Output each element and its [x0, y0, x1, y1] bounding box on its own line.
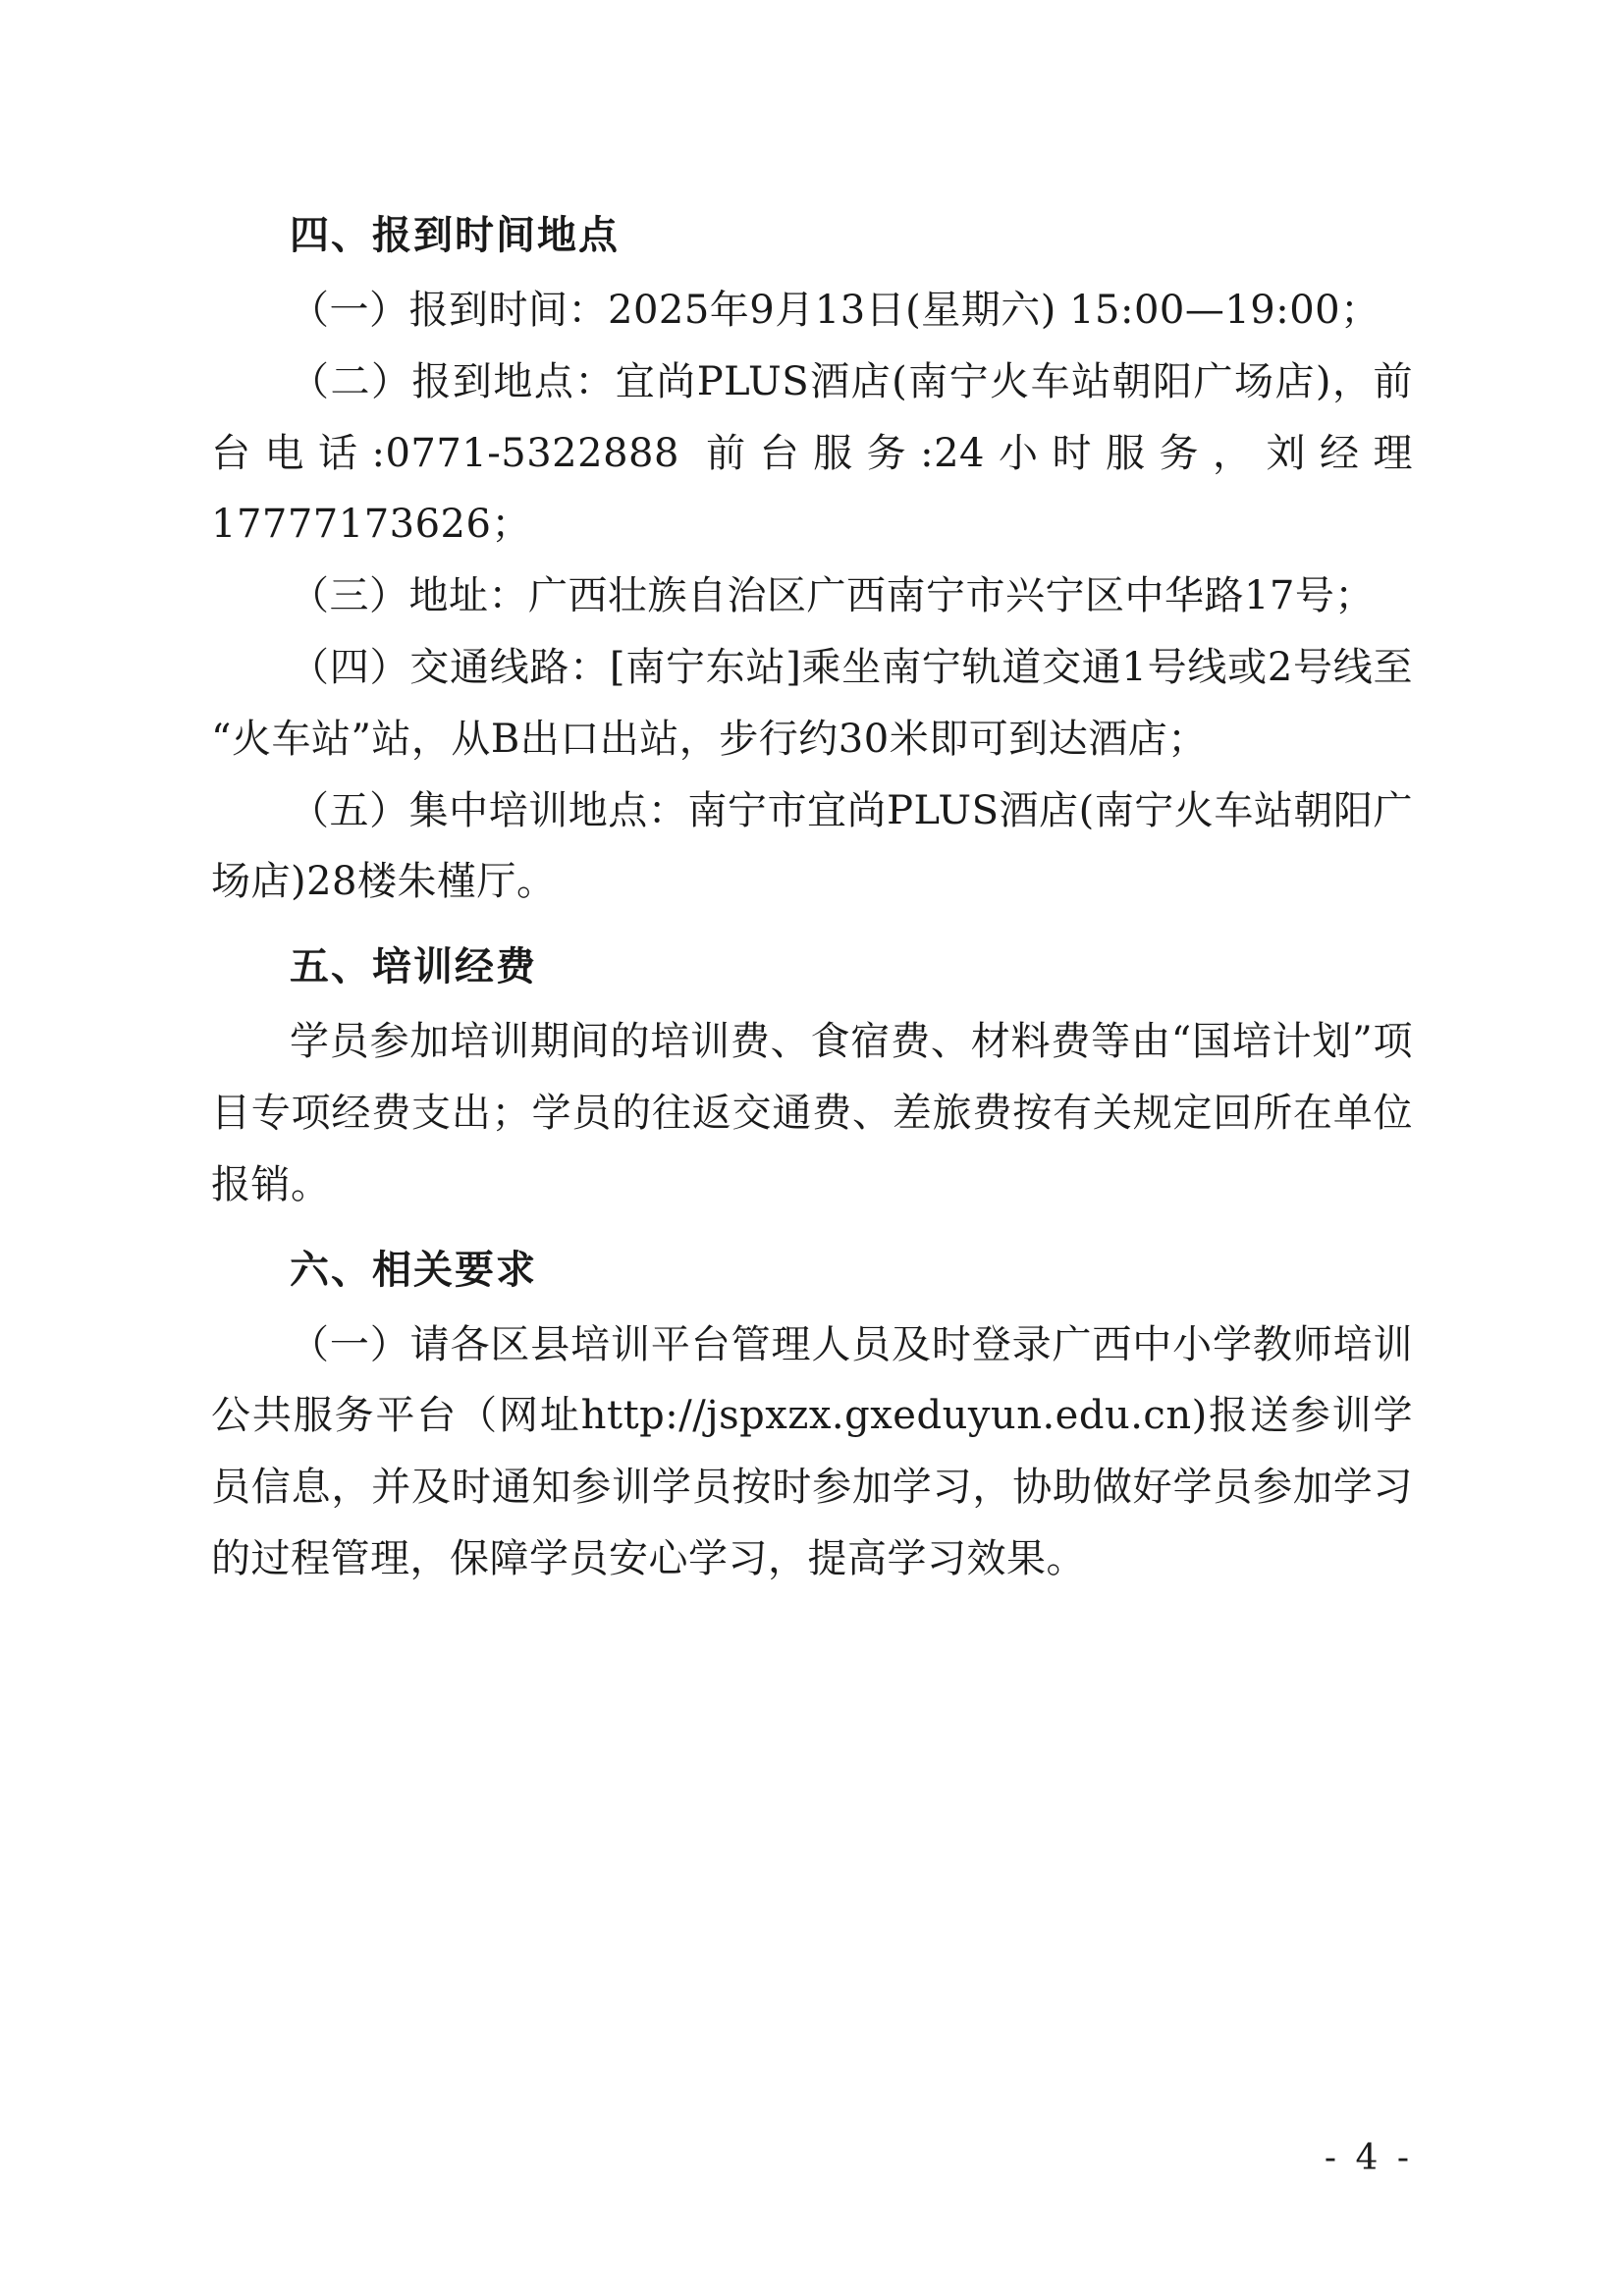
- page-number: - 4 -: [1324, 2138, 1413, 2178]
- section-heading-six: 六、相关要求: [290, 1247, 537, 1293]
- paragraph-training-venue: （五）集中培训地点：南宁市宜尚PLUS酒店(南宁火车站朝阳广场店)28楼朱槿厅。: [211, 787, 1413, 905]
- paragraph-report-time: （一）报到时间：2025年9月13日(星期六) 15:00—19:00；: [290, 288, 1380, 333]
- section-heading-four: 四、报到时间地点: [290, 213, 620, 258]
- paragraph-training-funding: 学员参加培训期间的培训费、食宿费、材料费等由“国培计划”项目专项经费支出；学员的往返交通费、差旅费按有关规定回所在单位报销。: [211, 1019, 1413, 1207]
- document-body: [211, 200, 1413, 1595]
- paragraph-transport-route: （四）交通线路：[南宁东站]乘坐南宁轨道交通1号线或2号线至“火车站”站，从B出口出站，步行约30米即可到达酒店；: [211, 644, 1413, 762]
- paragraph-address: （三）地址：广西壮族自治区广西南宁市兴宁区中华路17号；: [290, 573, 1375, 619]
- paragraph-related-requirements: （一）请各区县培训平台管理人员及时登录广西中小学教师培训公共服务平台（网址http://jspxzx.gxeduyun.edu.cn)报送参训学员信息，并及时通知参训学员按时参加学习，协助做好学员参加学习的过程管理，保障学员安心学习，提高学习效果。: [211, 1321, 1413, 1581]
- paragraph-report-location: （二）报到地点：宜尚PLUS酒店(南宁火车站朝阳广场店)，前台电话:0771-5322888 前台服务:24小时服务，刘经理17777173626；: [211, 358, 1413, 548]
- section-heading-five: 五、培训经费: [290, 944, 537, 990]
